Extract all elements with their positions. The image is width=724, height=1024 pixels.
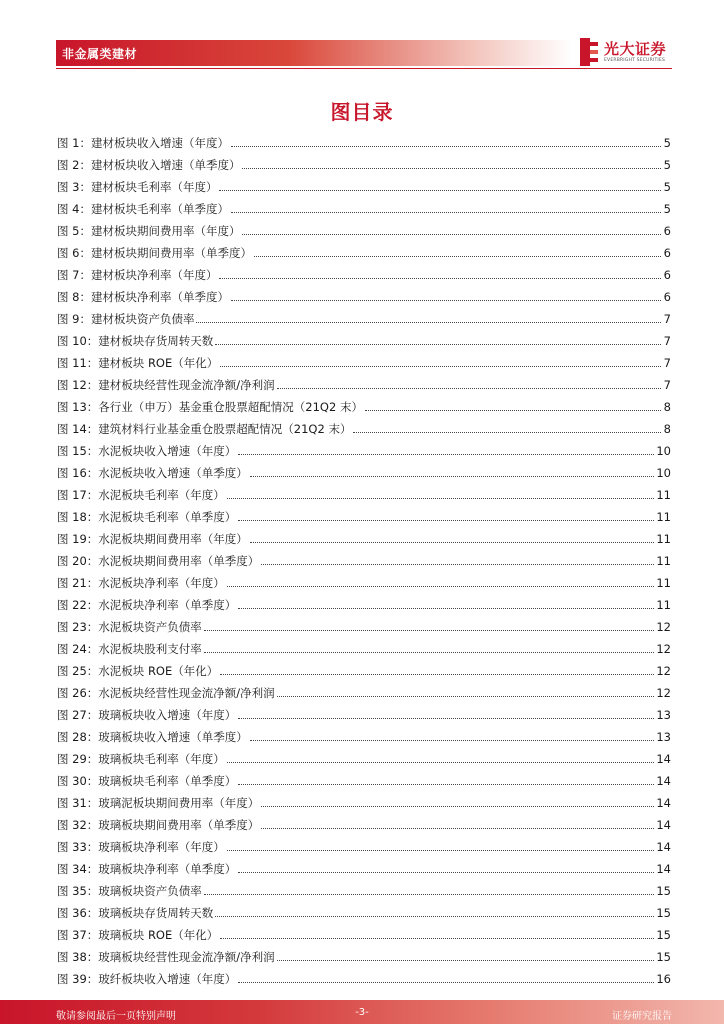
toc-entry-page: 12 [656, 620, 671, 634]
toc-entry-label: 图 12：建材板块经营性现金流净额/净利润 [57, 378, 275, 392]
toc-entry-page: 12 [656, 642, 671, 656]
toc-leader-dots [254, 256, 661, 257]
toc-leader-dots [227, 762, 655, 763]
toc-entry-label: 图 23：水泥板块资产负债率 [57, 620, 202, 634]
toc-entry-page: 11 [656, 554, 671, 568]
toc-entry[interactable] [57, 570, 671, 592]
toc-entry-page: 6 [663, 246, 671, 260]
toc-entry-label: 图 8：建材板块净利率（单季度） [57, 290, 229, 304]
toc-entry-label: 图 36：玻璃板块存货周转天数 [57, 906, 214, 920]
toc-entry[interactable] [57, 548, 671, 570]
toc-entry-page: 5 [663, 158, 671, 172]
toc-entry-page: 15 [656, 884, 671, 898]
toc-entry-label: 图 29：玻璃板块毛利率（年度） [57, 752, 225, 766]
toc-entry-page: 14 [656, 774, 671, 788]
toc-entry-label: 图 16：水泥板块收入增速（单季度） [57, 466, 248, 480]
toc-entry-page: 11 [656, 532, 671, 546]
toc-entry-page: 16 [656, 972, 671, 986]
toc-entry-page: 14 [656, 840, 671, 854]
toc-entry-label: 图 32：玻璃板块期间费用率（单季度） [57, 818, 260, 832]
toc-leader-dots [204, 630, 655, 631]
toc-entry-page: 14 [656, 796, 671, 810]
toc-entry[interactable] [57, 878, 671, 900]
toc-entry[interactable] [57, 218, 671, 240]
toc-leader-dots [238, 608, 654, 609]
toc-entry[interactable] [57, 394, 671, 416]
toc-entry-label: 图 3：建材板块毛利率（年度） [57, 180, 218, 194]
toc-entry-page: 8 [663, 422, 671, 436]
toc-entry[interactable] [57, 306, 671, 328]
toc-entry[interactable] [57, 526, 671, 548]
toc-leader-dots [261, 828, 654, 829]
toc-entry-page: 12 [656, 686, 671, 700]
toc-leader-dots [277, 696, 655, 697]
toc-leader-dots [238, 520, 654, 521]
toc-entry-page: 13 [656, 730, 671, 744]
page-number: -3- [355, 1007, 369, 1018]
toc-entry[interactable] [57, 856, 671, 878]
toc-entry[interactable] [57, 900, 671, 922]
toc-entry-label: 图 20：水泥板块期间费用率（单季度） [57, 554, 260, 568]
toc-entry-label: 图 22：水泥板块净利率（单季度） [57, 598, 237, 612]
toc-entry-page: 11 [656, 510, 671, 524]
toc-entry-label: 图 14：建筑材料行业基金重仓股票超配情况（21Q2 末） [57, 422, 352, 436]
toc-leader-dots [220, 674, 654, 675]
toc-entry[interactable] [57, 746, 671, 768]
toc-entry[interactable] [57, 790, 671, 812]
toc-entry-label: 图 13：各行业（申万）基金重仓股票超配情况（21Q2 末） [57, 400, 363, 414]
toc-leader-dots [227, 586, 655, 587]
toc-entry[interactable] [57, 262, 671, 284]
brand-name: 光大证券 [604, 40, 667, 58]
section-label: 非金属类建材 [62, 47, 138, 61]
toc-entry-label: 图 18：水泥板块毛利率（单季度） [57, 510, 237, 524]
toc-entry-page: 14 [656, 752, 671, 766]
toc-entry-label: 图 11：建材板块 ROE（年化） [57, 356, 219, 370]
toc-entry-page: 14 [656, 818, 671, 832]
toc-leader-dots [250, 740, 655, 741]
toc-entry-page: 10 [656, 466, 671, 480]
brand-name-en: EVERBRIGHT SECURITIES [604, 58, 666, 63]
toc-entry-page: 8 [663, 400, 671, 414]
toc-leader-dots [219, 190, 661, 191]
toc-entry[interactable] [57, 834, 671, 856]
toc-entry[interactable] [57, 504, 671, 526]
toc-entry-page: 6 [663, 290, 671, 304]
toc-entry-label: 图 10：建材板块存货周转天数 [57, 334, 214, 348]
footer-disclaimer: 敬请参阅最后一页特别声明 [56, 1011, 176, 1022]
toc-entry[interactable] [57, 174, 671, 196]
toc-entry-label: 图 28：玻璃板块收入增速（单季度） [57, 730, 248, 744]
toc-entry-label: 图 17：水泥板块毛利率（年度） [57, 488, 225, 502]
toc-entry[interactable] [57, 328, 671, 350]
toc-leader-dots [250, 542, 655, 543]
toc-entry-label: 图 21：水泥板块净利率（年度） [57, 576, 225, 590]
toc-leader-dots [227, 498, 655, 499]
toc-leader-dots [238, 784, 654, 785]
toc-leader-dots [261, 564, 654, 565]
toc-entry[interactable] [57, 636, 671, 658]
toc-entry[interactable] [57, 680, 671, 702]
toc-leader-dots [277, 960, 655, 961]
toc-entry-page: 11 [656, 488, 671, 502]
toc-leader-dots [231, 300, 661, 301]
toc-entry-label: 图 31：玻璃泥板块期间费用率（年度） [57, 796, 260, 810]
toc-leader-dots [353, 432, 661, 433]
toc-entry[interactable] [57, 966, 671, 988]
toc-entry-label: 图 9：建材板块资产负债率 [57, 312, 195, 326]
toc-entry[interactable] [57, 438, 671, 460]
toc-entry[interactable] [57, 944, 671, 966]
toc-entry[interactable] [57, 350, 671, 372]
toc-entry-label: 图 37：玻璃板块 ROE（年化） [57, 928, 219, 942]
toc-entry-page: 15 [656, 950, 671, 964]
toc-leader-dots [231, 212, 661, 213]
toc-entry[interactable] [57, 922, 671, 944]
toc-entry-page: 12 [656, 664, 671, 678]
toc-entry-label: 图 1：建材板块收入增速（年度） [57, 136, 229, 150]
toc-leader-dots [238, 718, 654, 719]
brand-logo-icon [580, 38, 600, 66]
toc-entry[interactable] [57, 768, 671, 790]
toc-entry[interactable] [57, 416, 671, 438]
toc-entry[interactable] [57, 482, 671, 504]
toc-entry[interactable] [57, 130, 671, 152]
toc-entry-label: 图 35：玻璃板块资产负债率 [57, 884, 202, 898]
toc-leader-dots [219, 278, 661, 279]
page-title: 图目录 [330, 100, 394, 124]
toc-entry-page: 7 [663, 312, 671, 326]
toc-leader-dots [242, 234, 661, 235]
toc-entry-page: 5 [663, 136, 671, 150]
footer-report-type: 证券研究报告 [612, 1011, 672, 1022]
toc-leader-dots [227, 850, 655, 851]
toc-entry-label: 图 19：水泥板块期间费用率（年度） [57, 532, 248, 546]
toc-entry-page: 14 [656, 862, 671, 876]
toc-entry-page: 5 [663, 180, 671, 194]
toc-entry-label: 图 39：玻纤板块收入增速（年度） [57, 972, 237, 986]
toc-entry-page: 11 [656, 576, 671, 590]
toc-leader-dots [238, 872, 654, 873]
toc-leader-dots [204, 894, 655, 895]
toc-leader-dots [215, 344, 661, 345]
brand-logo [580, 36, 672, 70]
toc-entry[interactable] [57, 284, 671, 306]
toc-entry-page: 6 [663, 224, 671, 238]
toc-entry[interactable] [57, 592, 671, 614]
toc-entry-page: 11 [656, 598, 671, 612]
toc-leader-dots [215, 916, 654, 917]
toc-entry-page: 7 [663, 378, 671, 392]
toc-entry-label: 图 7：建材板块净利率（年度） [57, 268, 218, 282]
toc-entry-label: 图 26：水泥板块经营性现金流净额/净利润 [57, 686, 275, 700]
toc-entry[interactable] [57, 240, 671, 262]
toc-entry-label: 图 25：水泥板块 ROE（年化） [57, 664, 219, 678]
toc-entry-label: 图 24：水泥板块股利支付率 [57, 642, 202, 656]
toc-entry[interactable] [57, 372, 671, 394]
toc-entry-label: 图 33：玻璃板块净利率（年度） [57, 840, 225, 854]
toc-entry-page: 13 [656, 708, 671, 722]
toc-entry[interactable] [57, 812, 671, 834]
toc-entry-page: 5 [663, 202, 671, 216]
toc-entry-label: 图 34：玻璃板块净利率（单季度） [57, 862, 237, 876]
toc-leader-dots [242, 168, 661, 169]
toc-leader-dots [220, 938, 654, 939]
header-divider [56, 68, 672, 69]
toc-entry[interactable] [57, 460, 671, 482]
toc-leader-dots [365, 410, 661, 411]
toc-leader-dots [204, 652, 655, 653]
toc-entry-label: 图 30：玻璃板块毛利率（单季度） [57, 774, 237, 788]
toc-entry[interactable] [57, 658, 671, 680]
toc-entry-page: 10 [656, 444, 671, 458]
toc-entry-page: 6 [663, 268, 671, 282]
toc-leader-dots [238, 454, 654, 455]
toc-leader-dots [277, 388, 661, 389]
toc-entry-label: 图 6：建材板块期间费用率（单季度） [57, 246, 252, 260]
toc-leader-dots [220, 366, 661, 367]
toc-leader-dots [250, 476, 655, 477]
toc-leader-dots [238, 982, 654, 983]
toc-entry-label: 图 2：建材板块收入增速（单季度） [57, 158, 241, 172]
toc-entry[interactable] [57, 614, 671, 636]
toc-entry-label: 图 15：水泥板块收入增速（年度） [57, 444, 237, 458]
toc-entry-page: 7 [663, 356, 671, 370]
toc-entry-label: 图 38：玻璃板块经营性现金流净额/净利润 [57, 950, 275, 964]
toc-entry[interactable] [57, 724, 671, 746]
toc-entry-label: 图 5：建材板块期间费用率（年度） [57, 224, 241, 238]
toc-leader-dots [261, 806, 654, 807]
toc-leader-dots [231, 146, 661, 147]
toc-leader-dots [196, 322, 661, 323]
figure-list [57, 130, 671, 988]
toc-entry[interactable] [57, 152, 671, 174]
toc-entry-page: 7 [663, 334, 671, 348]
toc-entry-page: 15 [656, 906, 671, 920]
toc-entry-label: 图 4：建材板块毛利率（单季度） [57, 202, 229, 216]
toc-entry[interactable] [57, 702, 671, 724]
toc-entry-page: 15 [656, 928, 671, 942]
toc-entry[interactable] [57, 196, 671, 218]
toc-entry-label: 图 27：玻璃板块收入增速（年度） [57, 708, 237, 722]
